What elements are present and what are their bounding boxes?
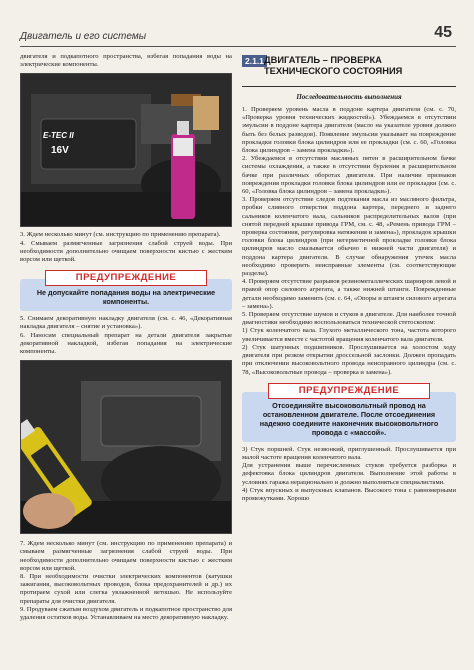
header-rule <box>20 46 456 47</box>
section-title: ДВИГАТЕЛЬ – ПРОВЕРКА ТЕХНИЧЕСКОГО СОСТОЯНИЯ <box>264 55 403 76</box>
left-step-9: 9. Продуваем сжатым воздухом двигатель и подкапотное пространство для удаления остатков воды. Устанавливаем на место декоративную накладку. <box>20 605 232 622</box>
left-step-3: 3. Ждем несколько минут (см. инструкцию по применению препарата). <box>20 231 221 239</box>
right-para-5b: 2) Стук шатунных подшипников. Прослушивается на холостом ходу двигателя при резком открытии дроссельной заслонки. Должен пропадать при отключении высоковольтного провода неисправного цилиндра (см. с. 78, «Высоковольтные провода – проверка и замена»). <box>242 343 456 376</box>
right-para-5a: 1) Стук коленчатого вала. Глухого металлического тона, частота которого увеличивается вместе с частотой вращения коленчатого вала двигателя. <box>242 327 456 343</box>
left-step-5: 5. Снимаем декоративную накладку двигателя (см. с. 46, «Декоративная накладка двигателя – снятие и установка»). <box>20 315 232 331</box>
right-para-3: 3. Проверяем отсутствие следов подтекания масла из масляного фильтра, пробки сливного отверстия поддона картера, переднего и заднего сальников коленчатого вала, сальников распределительных валов (при снятой передней крышке привода ГРМ, см. с. 48, «Ремень привода ГРМ – проверка состояния, регулировка натяжения и замена»), прокладок крышки головки блока цилиндров (при негерметичной прокладке головки блока цилиндров масло смазывается обычно в нижней части двигателя) и поддона картера двигателя. В случае обнаружения утечек масла необходимо проверить неисправные элементы (см. соответствующие разделы). <box>242 196 456 278</box>
right-para-4: 4. Проверяем отсутствие разрывов резинометаллических шарниров левой и правой опор силового агрегата, а также нижней штанги. Поврежденные детали необходимо заменить (см. с. 64, «Опоры и штанги силового агрегата – замена»). <box>242 278 456 310</box>
engine-photo-2 <box>20 360 232 534</box>
right-para-5: 5. Проверяем отсутствие шумов и стуков в двигателе. Для наиболее точной диагностики необходимо воспользоваться технической стетоскопом: <box>242 311 456 327</box>
right-column <box>242 53 456 503</box>
procedure-subheading: Последовательность выполнения <box>296 93 402 101</box>
engine-badge-16v: 16V <box>51 145 69 157</box>
right-para-5c: 3) Стук поршней. Стук незвонкий, приглушенный. Прослушивается при малой частоте вращения коленчатого вала. <box>242 445 456 461</box>
left-warning <box>20 270 232 311</box>
left-column <box>20 53 232 622</box>
left-step-6: 6. Наносим специальный препарат на детали двигателя закрытые декоративной накладкой, избегая попадания на электрические компоненты. <box>20 331 232 356</box>
engine-badge: E-TEC II <box>43 131 74 141</box>
left-top-text: двигателя и подкапотного пространства, избегая попадания воды на электрические компоненты. <box>20 53 232 69</box>
section-number: 2.1.1 <box>242 55 267 67</box>
page-header <box>0 24 474 48</box>
page-number: 45 <box>434 24 452 41</box>
left-step-4: 4. Смываем размягченные загрязнения слабой струей воды. При необходимости дополнительно очищаем поверхности кистью с жестким ворсом или щеткой. <box>20 239 232 264</box>
left-warning-title: ПРЕДУПРЕЖДЕНИЕ <box>45 270 207 286</box>
left-warning-text: Не допускайте попадания воды на электрические компоненты. <box>20 279 232 311</box>
right-para-5d: Для устранения выше перечисленных стуков требуется разборка и дефектовка блока цилиндров двигателя. Выполнение этой работы в условиях гаража нерационально и должно выполняться специалистами. <box>242 462 456 486</box>
right-para-5e: 4) Стук впускных и выпускных клапанов. Высокого тона с равномерными промежутками. Хорошо <box>242 486 456 502</box>
left-step-7: 7. Ждем несколько минут (см. инструкцию по применению препарата) и смываем размягченные загрязнения слабой струей воды. При необходимости дополнительно очищаем поверхности кистью с жестким ворсом или щеткой. <box>20 540 232 572</box>
left-step-8: 8. При необходимости очистки электрических компонентов (катушки зажигания, высоковольтных проводов, блока предохранителей и др.) их протираем сухой или слегка увлажненной ветошью. Не используйте препараты для очистки двигателя. <box>20 573 232 605</box>
right-para-2: 2. Убеждаемся в отсутствии масляных пятен в расширительном бачке системы охлаждения, а также в отсутствии бурления в расширительном бачке при различных оборотах двигателя. При наличии признаков повреждения прокладки головки блока цилиндров или ее прокладки (см. с. 60, «Головка блока цилиндров – замена прокладки»). <box>242 155 456 196</box>
engine-photo-1 <box>20 73 232 227</box>
right-warning-text: Отсоединяйте высоковольтный провод на остановленном двигателе. После отсоединения надежно соедините наконечник высоковольтного провода с «массой». <box>242 392 456 442</box>
right-warning <box>242 383 456 442</box>
right-para-1: 1. Проверяем уровень масла в поддоне картера двигателя (см. с. 70, «Проверка уровня технических жидкостей»). Убеждаемся в отсутствии эмульсии в поддоне картера двигателя (масло на указателе уровня должно быть без белых разводов). Появление эмульсии указывает на повреждение прокладки головки блока цилиндров или ее прокладки (см. с. 60, «Головка блока цилиндров – замена прокладки»). <box>242 106 456 155</box>
section-rule <box>242 86 456 87</box>
running-title: Двигатель и его системы <box>20 31 147 42</box>
engine-photo-2-drawing <box>21 361 232 533</box>
right-warning-title: ПРЕДУПРЕЖДЕНИЕ <box>268 383 430 399</box>
section-heading <box>242 53 456 87</box>
